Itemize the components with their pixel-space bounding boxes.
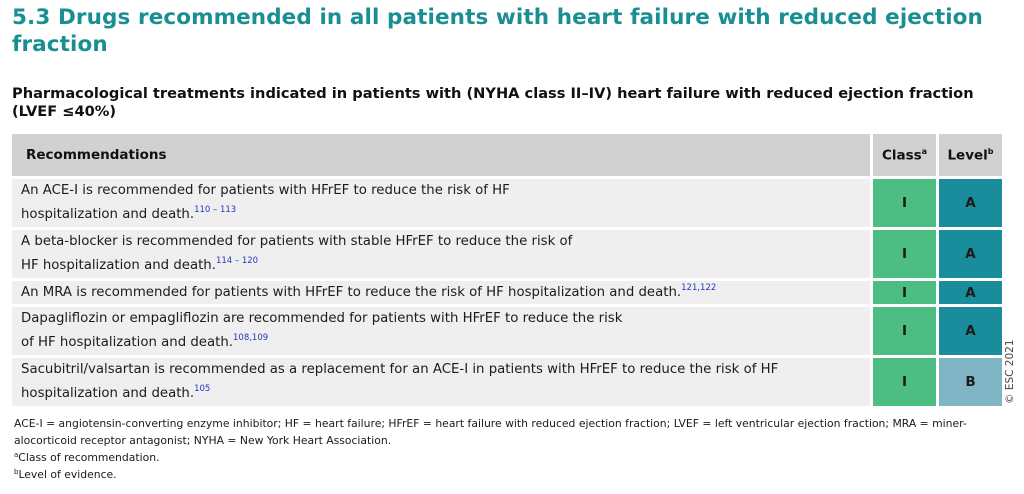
level-cell: A <box>936 281 1002 307</box>
reference-link[interactable]: 114 – 120 <box>215 256 259 266</box>
abbreviations-note: ACE-I = angiotensin-converting enzyme inhibitor; HF = heart failure; HFrEF = heart failure with reduced ejection fraction; LVEF = left ventricular ejection fraction; MRA = miner-alocorticoid receptor antagonist; NYHA = New York Heart Association. <box>14 417 967 447</box>
reference-link[interactable]: 108,109 <box>233 333 269 343</box>
header-level-footnote-mark: b <box>987 146 994 156</box>
recommendation-text: An ACE-I is recommended for patients with HFrEF to reduce the risk of HF hospitalization and death.$^{110 - 113}$ <box>12 179 870 230</box>
level-cell: B <box>936 358 1002 409</box>
recommendation-text: Sacubitril/valsartan is recommended as a replacement for an ACE-I in patients with HFrEF to reduce the risk of HF hospitalization and death.$^{105}$ <box>12 358 870 409</box>
footnote-b: $^b$Level of evidence. <box>14 468 117 481</box>
footnote-a: $^a$Class of recommendation. <box>14 451 160 464</box>
table-row <box>12 358 1002 409</box>
table-row <box>12 281 1002 307</box>
header-class: Class$^a$ <box>870 134 936 179</box>
header-recommendations: Recommendations <box>12 134 870 179</box>
table-row <box>12 230 1002 281</box>
recommendation-text: A beta-blocker is recommended for patients with stable HFrEF to reduce the risk of HF hospitalization and death.$^{114 - 120}$ <box>12 230 870 281</box>
copyright-notice: © ESC 2021 <box>1004 339 1016 404</box>
section-title: 5.3 Drugs recommended in all patients with heart failure with reduced ejection fraction <box>12 5 983 57</box>
class-cell: I <box>870 230 936 281</box>
level-cell: A <box>936 307 1002 358</box>
table-row <box>12 179 1002 230</box>
reference-link[interactable]: 110 – 113 <box>194 205 237 215</box>
class-cell: I <box>870 358 936 409</box>
level-cell: A <box>936 179 1002 230</box>
class-cell: I <box>870 281 936 307</box>
reference-link[interactable]: 121,122 <box>681 282 717 293</box>
reference-link[interactable]: 105 <box>194 384 211 394</box>
table-header-row <box>12 134 1002 179</box>
level-cell: A <box>936 230 1002 281</box>
class-cell: I <box>870 179 936 230</box>
table-row <box>12 307 1002 358</box>
recommendations-table <box>12 134 1002 409</box>
header-class-footnote-mark: a <box>921 146 928 156</box>
recommendation-text: Dapagliflozin or empagliflozin are recommended for patients with HFrEF to reduce the risk of HF hospitalization and death.$^{108,109}$ <box>12 307 870 358</box>
header-level: Level$^b$ <box>936 134 1002 179</box>
table-subtitle: Pharmacological treatments indicated in patients with (NYHA class II–IV) heart failure with reduced ejection fraction (LVEF ≤40%) <box>12 85 974 120</box>
class-cell: I <box>870 307 936 358</box>
table-footnotes <box>14 415 1004 483</box>
recommendation-text: An MRA is recommended for patients with HFrEF to reduce the risk of HF hospitalization and death.$^{121,122}$ <box>12 281 870 307</box>
